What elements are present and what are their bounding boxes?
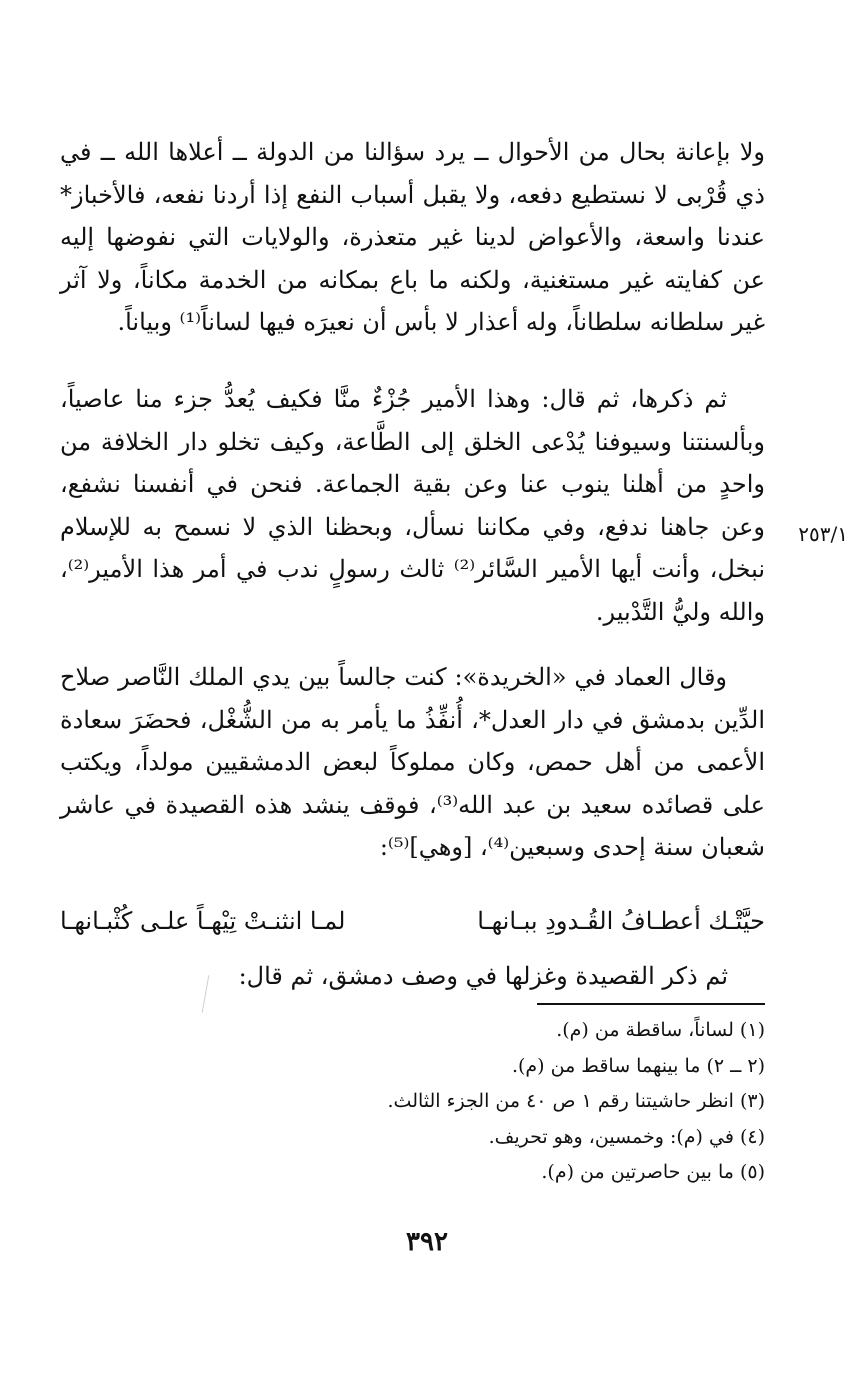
footnote-separator: [537, 1003, 765, 1005]
body-paragraph-2: [60, 378, 765, 633]
paragraph-text: ولا بإعانة بحال من الأحوال ــ يرد سؤالنا من الدولة ــ أعلاها الله ــ في ذي قُرْبى لا نستطيع دفعه، ولا يقبل أسباب النفع إذا أردنا نفعه، فالأخباز* عندنا واسعة، والأعواض لدينا غير متعذرة، والولايات التي نفوضها إليه عن كفايته غير مستغنية، ولكنه ما باع بمكانه من الخدمة مكاناً، ولا آثر غير سلطانه سلطاناً، وله أعذار لا بأس أن نعيرَه فيها لساناً⁽¹⁾ وبياناً.: [60, 138, 765, 336]
footnote-5: (٥) ما بين حاصرتين من (م).: [541, 1161, 765, 1183]
body-paragraph-1: [60, 131, 765, 344]
footnotes-section: [60, 1013, 765, 1191]
verse-second-hemistich: لمـا انثنـتْ تِيْهـاً علـى كُثْبـانهـا: [60, 907, 346, 935]
body-paragraph-3: [60, 656, 765, 869]
page-number: ٣٩٢: [406, 1227, 448, 1257]
after-verse-line: ثم ذكر القصيدة وغزلها في وصف دمشق، ثم قال:: [238, 962, 728, 990]
footnote-4: (٤) في (م): وخمسين، وهو تحريف.: [488, 1125, 765, 1148]
paragraph-text: ثم ذكرها، ثم قال: وهذا الأمير جُزْءٌ منَّا فكيف يُعدُّ جزء منا عاصياً، وبألسنتنا وسيوفنا يُدْعى الخلق إلى الطَّاعة، وكيف تخلو دار الخلافة من واحدٍ من أهلنا ينوب عنا وعن بقية الجماعة. فنحن في أنفسنا نشفع، وعن جاهنا ندفع، وفي مكاننا نسأل، وبحظنا الذي لا نسمح به للإسلام نبخل، وأنت أيها الأمير السَّائر⁽²⁾ ثالث رسولٍ ندب في أمر هذا الأمير⁽²⁾، والله وليُّ التَّدْبير.: [60, 385, 766, 626]
poem-verse: [60, 900, 765, 942]
verse-first-hemistich: حيَّتْـك أعطـافُ القُـدودِ ببـانهـا: [477, 907, 765, 935]
footnote-3: (٣) انظر حاشيتنا رقم ١ ص ٤٠ من الجزء الثالث.: [387, 1090, 765, 1112]
footnote-1: (١) لساناً، ساقطة من (م).: [556, 1019, 765, 1041]
margin-reference: ٢٥٣/١: [798, 522, 848, 546]
footnote-2: (٢ ــ ٢) ما بينهما ساقط من (م).: [511, 1054, 765, 1077]
paragraph-text: وقال العماد في «الخريدة»: كنت جالساً بين يدي الملك النَّاصر صلاح الدِّين بدمشق في دار العدل*، أُنفِّذُ ما يأمر به من الشُّغْل، فحضَرَ سعادة الأعمى من أهل حمص، وكان مملوكاً لبعض الدمشقيين مولداً، ويكتب على قصائده سعيد بن عبد الله⁽³⁾، فوقف ينشد هذه القصيدة في عاشر شعبان سنة إحدى وسبعين⁽⁴⁾، [وهي]⁽⁵⁾:: [60, 663, 766, 861]
